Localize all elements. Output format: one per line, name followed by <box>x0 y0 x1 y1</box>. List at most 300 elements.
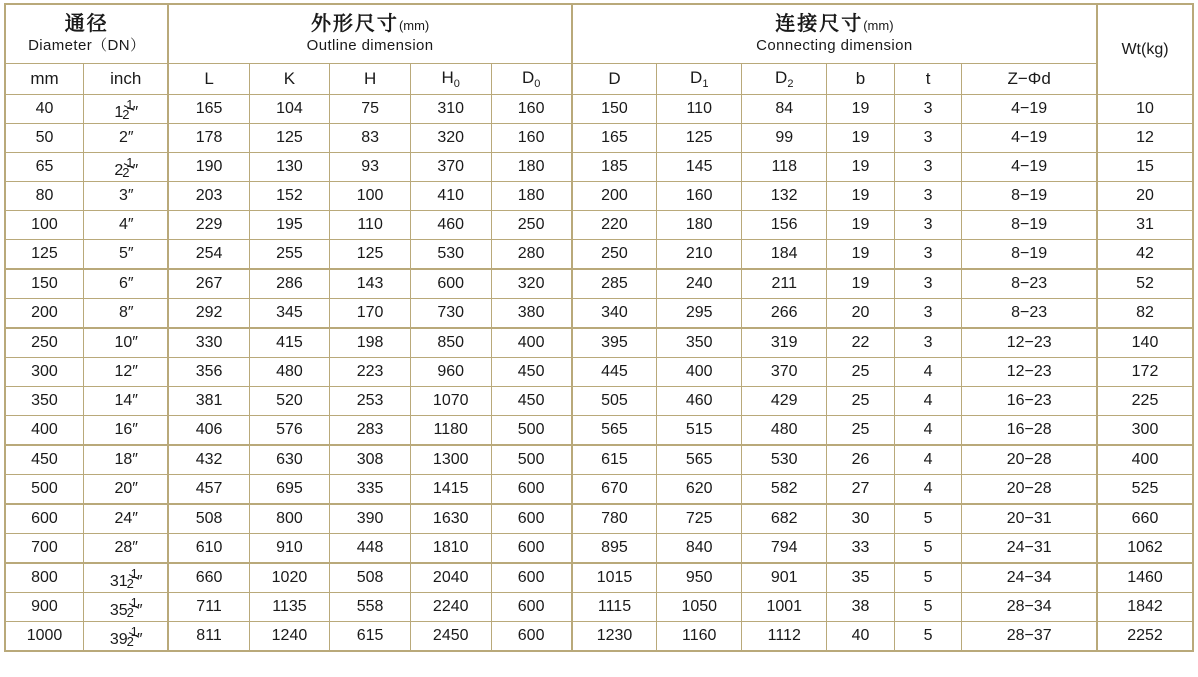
cell-z-phi-d: 8−23 <box>962 269 1097 299</box>
header-connecting-unit: (mm) <box>863 18 894 34</box>
cell-K: 195 <box>249 211 330 240</box>
col-header-K: K <box>249 64 330 95</box>
cell-D2: 794 <box>742 534 827 564</box>
spec-table-sheet <box>0 3 1198 677</box>
cell-D: 565 <box>572 416 657 446</box>
cell-D0: 280 <box>491 240 572 270</box>
cell-inch: 18″ <box>83 445 168 475</box>
cell-weight: 10 <box>1097 95 1193 124</box>
cell-L: 457 <box>168 475 249 505</box>
cell-D1: 400 <box>657 358 742 387</box>
cell-H: 100 <box>330 182 411 211</box>
table-row <box>5 299 1193 329</box>
table-row <box>5 328 1193 358</box>
cell-inch: 16″ <box>83 416 168 446</box>
cell-z-phi-d: 16−28 <box>962 416 1097 446</box>
cell-weight: 225 <box>1097 387 1193 416</box>
cell-D2: 1112 <box>742 622 827 652</box>
cell-mm: 700 <box>5 534 83 564</box>
col-header-L: L <box>168 64 249 95</box>
cell-weight: 300 <box>1097 416 1193 446</box>
cell-inch: 4″ <box>83 211 168 240</box>
cell-t: 3 <box>894 124 962 153</box>
header-outline-group <box>168 4 571 64</box>
cell-b: 27 <box>827 475 895 505</box>
cell-H0: 310 <box>410 95 491 124</box>
cell-D2: 582 <box>742 475 827 505</box>
cell-D: 505 <box>572 387 657 416</box>
cell-D0: 160 <box>491 124 572 153</box>
dimension-spec-table <box>4 3 1194 652</box>
cell-H0: 1180 <box>410 416 491 446</box>
cell-H: 125 <box>330 240 411 270</box>
table-row <box>5 153 1193 182</box>
cell-H0: 960 <box>410 358 491 387</box>
cell-b: 33 <box>827 534 895 564</box>
cell-D0: 600 <box>491 593 572 622</box>
cell-D2: 682 <box>742 504 827 534</box>
cell-t: 5 <box>894 504 962 534</box>
cell-K: 695 <box>249 475 330 505</box>
cell-L: 254 <box>168 240 249 270</box>
cell-K: 415 <box>249 328 330 358</box>
cell-D1: 1050 <box>657 593 742 622</box>
cell-D2: 118 <box>742 153 827 182</box>
cell-D1: 240 <box>657 269 742 299</box>
cell-D1: 295 <box>657 299 742 329</box>
cell-L: 406 <box>168 416 249 446</box>
cell-mm: 80 <box>5 182 83 211</box>
cell-z-phi-d: 12−23 <box>962 328 1097 358</box>
cell-z-phi-d: 20−31 <box>962 504 1097 534</box>
table-row <box>5 504 1193 534</box>
cell-H: 223 <box>330 358 411 387</box>
cell-t: 4 <box>894 387 962 416</box>
cell-K: 800 <box>249 504 330 534</box>
header-connecting-cn: 连接尺寸(mm) <box>775 13 894 36</box>
cell-L: 203 <box>168 182 249 211</box>
cell-b: 22 <box>827 328 895 358</box>
cell-L: 190 <box>168 153 249 182</box>
cell-D1: 180 <box>657 211 742 240</box>
cell-D: 220 <box>572 211 657 240</box>
cell-mm: 200 <box>5 299 83 329</box>
cell-D1: 125 <box>657 124 742 153</box>
cell-H: 308 <box>330 445 411 475</box>
cell-D: 285 <box>572 269 657 299</box>
cell-t: 3 <box>894 240 962 270</box>
cell-b: 26 <box>827 445 895 475</box>
cell-t: 5 <box>894 534 962 564</box>
cell-z-phi-d: 20−28 <box>962 445 1097 475</box>
cell-H0: 1810 <box>410 534 491 564</box>
cell-D2: 84 <box>742 95 827 124</box>
cell-D2: 156 <box>742 211 827 240</box>
cell-mm: 300 <box>5 358 83 387</box>
cell-weight: 52 <box>1097 269 1193 299</box>
cell-D: 165 <box>572 124 657 153</box>
cell-K: 130 <box>249 153 330 182</box>
header-connecting-en: Connecting dimension <box>756 37 913 55</box>
cell-D1: 210 <box>657 240 742 270</box>
cell-D2: 429 <box>742 387 827 416</box>
col-header-H: H <box>330 64 411 95</box>
cell-mm: 800 <box>5 563 83 593</box>
cell-H: 110 <box>330 211 411 240</box>
cell-b: 25 <box>827 358 895 387</box>
cell-D0: 450 <box>491 358 572 387</box>
cell-mm: 65 <box>5 153 83 182</box>
cell-K: 1020 <box>249 563 330 593</box>
cell-K: 910 <box>249 534 330 564</box>
cell-D0: 600 <box>491 504 572 534</box>
cell-D2: 901 <box>742 563 827 593</box>
header-outline-en: Outline dimension <box>306 37 434 55</box>
cell-K: 576 <box>249 416 330 446</box>
cell-inch: 12″ <box>83 358 168 387</box>
header-diameter-group <box>5 4 168 64</box>
header-row-columns <box>5 64 1193 95</box>
cell-D1: 725 <box>657 504 742 534</box>
cell-H: 143 <box>330 269 411 299</box>
cell-b: 38 <box>827 593 895 622</box>
cell-H: 390 <box>330 504 411 534</box>
cell-t: 5 <box>894 563 962 593</box>
table-row <box>5 622 1193 652</box>
table-body <box>5 95 1193 652</box>
cell-t: 5 <box>894 622 962 652</box>
cell-b: 25 <box>827 387 895 416</box>
cell-inch: 5″ <box>83 240 168 270</box>
cell-D: 670 <box>572 475 657 505</box>
cell-z-phi-d: 8−19 <box>962 182 1097 211</box>
table-row <box>5 269 1193 299</box>
cell-D0: 400 <box>491 328 572 358</box>
cell-t: 3 <box>894 182 962 211</box>
cell-weight: 1062 <box>1097 534 1193 564</box>
cell-t: 3 <box>894 299 962 329</box>
cell-z-phi-d: 28−37 <box>962 622 1097 652</box>
cell-mm: 125 <box>5 240 83 270</box>
header-weight: Wt(kg) <box>1097 4 1193 95</box>
cell-inch: 14″ <box>83 387 168 416</box>
header-diameter-en: Diameter（DN） <box>28 37 146 55</box>
cell-H: 198 <box>330 328 411 358</box>
cell-mm: 40 <box>5 95 83 124</box>
cell-D1: 160 <box>657 182 742 211</box>
cell-K: 520 <box>249 387 330 416</box>
cell-L: 711 <box>168 593 249 622</box>
cell-b: 19 <box>827 95 895 124</box>
cell-inch: 28″ <box>83 534 168 564</box>
table-row <box>5 124 1193 153</box>
cell-z-phi-d: 8−19 <box>962 211 1097 240</box>
cell-L: 356 <box>168 358 249 387</box>
cell-D1: 110 <box>657 95 742 124</box>
cell-H0: 320 <box>410 124 491 153</box>
cell-L: 178 <box>168 124 249 153</box>
cell-t: 4 <box>894 475 962 505</box>
cell-D0: 380 <box>491 299 572 329</box>
table-row <box>5 211 1193 240</box>
header-connecting-group <box>572 4 1097 64</box>
cell-D: 250 <box>572 240 657 270</box>
cell-H0: 600 <box>410 269 491 299</box>
cell-inch: 35 1 2 ″ <box>83 593 168 622</box>
cell-H0: 410 <box>410 182 491 211</box>
cell-H: 83 <box>330 124 411 153</box>
table-row <box>5 358 1193 387</box>
cell-weight: 172 <box>1097 358 1193 387</box>
cell-H0: 530 <box>410 240 491 270</box>
cell-D: 185 <box>572 153 657 182</box>
cell-t: 3 <box>894 153 962 182</box>
cell-z-phi-d: 4−19 <box>962 95 1097 124</box>
cell-z-phi-d: 24−31 <box>962 534 1097 564</box>
cell-L: 165 <box>168 95 249 124</box>
col-header-D1: $D_1$ <box>657 64 742 95</box>
cell-L: 229 <box>168 211 249 240</box>
cell-b: 40 <box>827 622 895 652</box>
cell-mm: 250 <box>5 328 83 358</box>
cell-D: 1115 <box>572 593 657 622</box>
cell-weight: 15 <box>1097 153 1193 182</box>
cell-H: 558 <box>330 593 411 622</box>
cell-K: 255 <box>249 240 330 270</box>
cell-b: 19 <box>827 211 895 240</box>
cell-K: 104 <box>249 95 330 124</box>
cell-D2: 266 <box>742 299 827 329</box>
cell-inch: 24″ <box>83 504 168 534</box>
cell-L: 660 <box>168 563 249 593</box>
cell-inch: 3″ <box>83 182 168 211</box>
cell-mm: 600 <box>5 504 83 534</box>
cell-D2: 184 <box>742 240 827 270</box>
cell-D0: 180 <box>491 182 572 211</box>
cell-mm: 50 <box>5 124 83 153</box>
cell-mm: 350 <box>5 387 83 416</box>
cell-weight: 12 <box>1097 124 1193 153</box>
cell-D1: 840 <box>657 534 742 564</box>
cell-weight: 1842 <box>1097 593 1193 622</box>
cell-D1: 460 <box>657 387 742 416</box>
cell-D: 150 <box>572 95 657 124</box>
cell-L: 381 <box>168 387 249 416</box>
cell-D1: 620 <box>657 475 742 505</box>
cell-b: 25 <box>827 416 895 446</box>
table-row <box>5 95 1193 124</box>
table-row <box>5 534 1193 564</box>
cell-t: 4 <box>894 416 962 446</box>
cell-H: 335 <box>330 475 411 505</box>
cell-H0: 1300 <box>410 445 491 475</box>
cell-weight: 20 <box>1097 182 1193 211</box>
cell-weight: 42 <box>1097 240 1193 270</box>
cell-D: 445 <box>572 358 657 387</box>
cell-D0: 500 <box>491 416 572 446</box>
cell-D1: 950 <box>657 563 742 593</box>
col-header-D2: $D_2$ <box>742 64 827 95</box>
cell-H: 615 <box>330 622 411 652</box>
cell-D: 1015 <box>572 563 657 593</box>
cell-H0: 2450 <box>410 622 491 652</box>
cell-inch: 10″ <box>83 328 168 358</box>
cell-weight: 2252 <box>1097 622 1193 652</box>
cell-D1: 515 <box>657 416 742 446</box>
cell-inch: 39 1 2 ″ <box>83 622 168 652</box>
cell-H0: 1630 <box>410 504 491 534</box>
cell-z-phi-d: 4−19 <box>962 124 1097 153</box>
cell-D: 615 <box>572 445 657 475</box>
cell-z-phi-d: 12−23 <box>962 358 1097 387</box>
cell-D0: 600 <box>491 622 572 652</box>
cell-b: 19 <box>827 240 895 270</box>
cell-z-phi-d: 16−23 <box>962 387 1097 416</box>
cell-H0: 2040 <box>410 563 491 593</box>
cell-D1: 145 <box>657 153 742 182</box>
cell-mm: 100 <box>5 211 83 240</box>
cell-D2: 319 <box>742 328 827 358</box>
cell-inch: 20″ <box>83 475 168 505</box>
cell-L: 292 <box>168 299 249 329</box>
cell-H0: 1415 <box>410 475 491 505</box>
cell-weight: 1460 <box>1097 563 1193 593</box>
cell-D2: 480 <box>742 416 827 446</box>
cell-L: 610 <box>168 534 249 564</box>
cell-b: 19 <box>827 124 895 153</box>
cell-weight: 31 <box>1097 211 1193 240</box>
cell-L: 432 <box>168 445 249 475</box>
cell-D: 895 <box>572 534 657 564</box>
header-outline-cn: 外形尺寸(mm) <box>310 13 430 36</box>
cell-H: 170 <box>330 299 411 329</box>
table-row <box>5 475 1193 505</box>
cell-t: 3 <box>894 269 962 299</box>
cell-D2: 530 <box>742 445 827 475</box>
cell-D2: 1001 <box>742 593 827 622</box>
cell-z-phi-d: 28−34 <box>962 593 1097 622</box>
cell-weight: 400 <box>1097 445 1193 475</box>
cell-inch: 8″ <box>83 299 168 329</box>
cell-inch: 6″ <box>83 269 168 299</box>
cell-z-phi-d: 8−19 <box>962 240 1097 270</box>
cell-z-phi-d: 24−34 <box>962 563 1097 593</box>
cell-mm: 1000 <box>5 622 83 652</box>
header-diameter-cn: 通径 <box>64 13 109 36</box>
cell-inch: 2″ <box>83 124 168 153</box>
cell-H0: 730 <box>410 299 491 329</box>
cell-D0: 600 <box>491 534 572 564</box>
cell-b: 35 <box>827 563 895 593</box>
cell-D0: 600 <box>491 563 572 593</box>
cell-H: 75 <box>330 95 411 124</box>
cell-D: 1230 <box>572 622 657 652</box>
cell-H0: 370 <box>410 153 491 182</box>
col-header-z-phi-d: Z−Φd <box>962 64 1097 95</box>
cell-K: 1135 <box>249 593 330 622</box>
cell-D1: 350 <box>657 328 742 358</box>
cell-mm: 150 <box>5 269 83 299</box>
col-header-D0: $D_0$ <box>491 64 572 95</box>
cell-b: 19 <box>827 182 895 211</box>
cell-H0: 460 <box>410 211 491 240</box>
cell-H: 283 <box>330 416 411 446</box>
cell-mm: 500 <box>5 475 83 505</box>
cell-weight: 140 <box>1097 328 1193 358</box>
cell-D: 340 <box>572 299 657 329</box>
col-header-mm: mm <box>5 64 83 95</box>
cell-b: 20 <box>827 299 895 329</box>
col-header-t: t <box>894 64 962 95</box>
cell-mm: 450 <box>5 445 83 475</box>
col-header-H0: $H_0$ <box>410 64 491 95</box>
cell-K: 630 <box>249 445 330 475</box>
cell-H: 448 <box>330 534 411 564</box>
cell-b: 30 <box>827 504 895 534</box>
cell-K: 1240 <box>249 622 330 652</box>
cell-K: 286 <box>249 269 330 299</box>
cell-D: 780 <box>572 504 657 534</box>
table-row <box>5 387 1193 416</box>
cell-D0: 180 <box>491 153 572 182</box>
cell-H: 93 <box>330 153 411 182</box>
cell-L: 330 <box>168 328 249 358</box>
cell-K: 152 <box>249 182 330 211</box>
cell-L: 811 <box>168 622 249 652</box>
cell-H0: 850 <box>410 328 491 358</box>
cell-D0: 500 <box>491 445 572 475</box>
cell-K: 125 <box>249 124 330 153</box>
cell-D0: 160 <box>491 95 572 124</box>
cell-t: 3 <box>894 328 962 358</box>
cell-L: 508 <box>168 504 249 534</box>
cell-D2: 370 <box>742 358 827 387</box>
cell-H0: 2240 <box>410 593 491 622</box>
cell-inch: 2 1 2 ″ <box>83 153 168 182</box>
cell-D1: 565 <box>657 445 742 475</box>
col-header-D: D <box>572 64 657 95</box>
cell-H0: 1070 <box>410 387 491 416</box>
cell-K: 480 <box>249 358 330 387</box>
cell-z-phi-d: 4−19 <box>962 153 1097 182</box>
cell-L: 267 <box>168 269 249 299</box>
cell-D1: 1160 <box>657 622 742 652</box>
cell-H: 253 <box>330 387 411 416</box>
cell-inch: 31 1 2 ″ <box>83 563 168 593</box>
table-row <box>5 445 1193 475</box>
cell-b: 19 <box>827 153 895 182</box>
table-row <box>5 563 1193 593</box>
table-row <box>5 593 1193 622</box>
table-row <box>5 240 1193 270</box>
cell-mm: 400 <box>5 416 83 446</box>
col-header-b: b <box>827 64 895 95</box>
cell-z-phi-d: 8−23 <box>962 299 1097 329</box>
cell-D0: 320 <box>491 269 572 299</box>
cell-t: 4 <box>894 445 962 475</box>
cell-D: 395 <box>572 328 657 358</box>
cell-weight: 525 <box>1097 475 1193 505</box>
table-row <box>5 182 1193 211</box>
cell-D2: 132 <box>742 182 827 211</box>
cell-D0: 250 <box>491 211 572 240</box>
cell-mm: 900 <box>5 593 83 622</box>
cell-t: 3 <box>894 211 962 240</box>
cell-b: 19 <box>827 269 895 299</box>
cell-H: 508 <box>330 563 411 593</box>
cell-weight: 660 <box>1097 504 1193 534</box>
cell-t: 3 <box>894 95 962 124</box>
